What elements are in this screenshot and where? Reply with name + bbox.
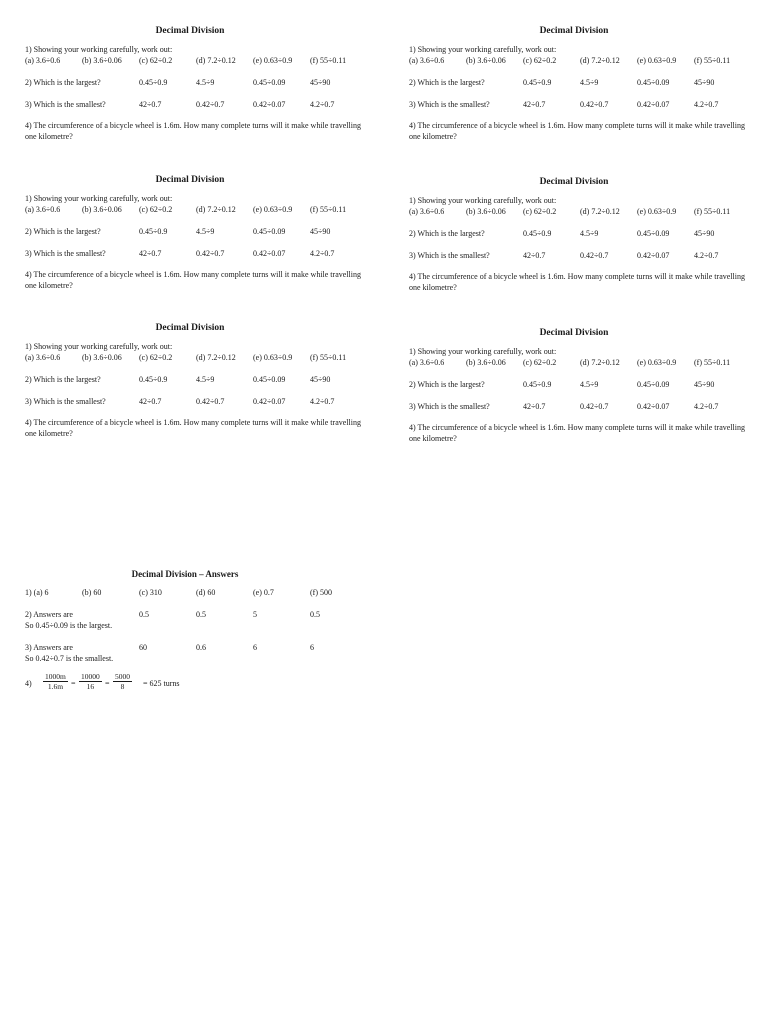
q3-option: 4.2÷0.7: [310, 249, 335, 258]
q1-part: (f) 55÷0.11: [694, 56, 731, 65]
q2-label: 2) Which is the largest?: [409, 380, 485, 389]
q2-option: 45÷90: [310, 78, 331, 87]
q3-option: 0.42÷0.7: [580, 402, 609, 411]
answers-q4-result: = 625 turns: [143, 679, 180, 688]
q1-part: (c) 62÷0.2: [523, 56, 557, 65]
q1-part: (f) 55÷0.11: [310, 205, 347, 214]
q3-option: 0.42÷0.7: [196, 397, 225, 406]
q1-intro: 1) Showing your working carefully, work out:: [409, 347, 557, 356]
answer-q1: (f) 500: [310, 588, 332, 597]
answer-q2-value: 0.5: [196, 610, 206, 619]
q1-part: (d) 7.2÷0.12: [580, 207, 620, 216]
answer-q3-value: 6: [310, 643, 314, 652]
q3-label: 3) Which is the smallest?: [25, 100, 106, 109]
q3-option: 0.42÷0.07: [253, 397, 286, 406]
q1-part: (b) 3.6÷0.06: [82, 353, 122, 362]
q1-part: (c) 62÷0.2: [139, 353, 173, 362]
q2-label: 2) Which is the largest?: [25, 78, 101, 87]
worksheet: [409, 328, 749, 444]
worksheet: [409, 26, 749, 142]
q1-part: (a) 3.6÷0.6: [25, 205, 61, 214]
q3-option: 0.42÷0.7: [580, 100, 609, 109]
q1-part: (d) 7.2÷0.12: [580, 56, 620, 65]
q3-label: 3) Which is the smallest?: [409, 251, 490, 260]
q3-option: 4.2÷0.7: [694, 251, 719, 260]
q2-option: 0.45÷0.9: [523, 78, 552, 87]
worksheet: [25, 175, 365, 291]
q2-label: 2) Which is the largest?: [25, 375, 101, 384]
equals-sign: =: [105, 679, 110, 688]
answer-q3-value: 60: [139, 643, 147, 652]
q3-option: 0.42÷0.7: [196, 249, 225, 258]
q3-row: [25, 248, 365, 259]
answer-q3-value: 0.6: [196, 643, 206, 652]
worksheet-title: Decimal Division: [539, 177, 609, 187]
q3-row: [409, 250, 749, 261]
q2-row: [409, 77, 749, 88]
q2-label: 2) Which is the largest?: [409, 229, 485, 238]
q1-part: (d) 7.2÷0.12: [196, 56, 236, 65]
q3-option: 42÷0.7: [139, 397, 162, 406]
q2-row: [409, 228, 749, 239]
q4-text: 4) The circumference of a bicycle wheel is 1.6m. How many complete turns will it make while travelling one kilometre?: [25, 270, 361, 290]
q1-part: (d) 7.2÷0.12: [196, 205, 236, 214]
q2-option: 45÷90: [694, 229, 715, 238]
q2-option: 4.5÷9: [196, 375, 215, 384]
q1-part: (c) 62÷0.2: [139, 56, 173, 65]
q2-option: 45÷90: [694, 380, 715, 389]
q3-label: 3) Which is the smallest?: [25, 397, 106, 406]
q2-option: 4.5÷9: [580, 380, 599, 389]
q1-part: (e) 0.63÷0.9: [253, 353, 293, 362]
q1-part: (b) 3.6÷0.06: [466, 56, 506, 65]
q4-text: 4) The circumference of a bicycle wheel is 1.6m. How many complete turns will it make while travelling one kilometre?: [409, 121, 745, 141]
fraction-numerator: 10000: [81, 672, 100, 681]
q3-option: 4.2÷0.7: [310, 397, 335, 406]
q1-part: (b) 3.6÷0.06: [466, 207, 506, 216]
fraction-1: [43, 672, 68, 691]
answer-q2-value: 0.5: [139, 610, 149, 619]
q2-option: 0.45÷0.09: [253, 227, 286, 236]
fraction-denominator: 1.6m: [47, 682, 64, 691]
answers-q1-row: [25, 587, 355, 598]
q3-option: 42÷0.7: [523, 100, 546, 109]
q1-part: (f) 55÷0.11: [310, 56, 347, 65]
answers-title: Decimal Division – Answers: [131, 569, 239, 579]
q1-part: (c) 62÷0.2: [523, 358, 557, 367]
q1-parts-row: [409, 206, 749, 217]
worksheet-title: Decimal Division: [539, 26, 609, 36]
q3-row: [409, 401, 749, 412]
worksheet: [409, 177, 749, 293]
answers-q4-label: 4): [25, 679, 32, 688]
q3-option: 0.42÷0.07: [253, 249, 286, 258]
q2-option: 0.45÷0.09: [637, 78, 670, 87]
q2-label: 2) Which is the largest?: [409, 78, 485, 87]
q3-option: 4.2÷0.7: [694, 100, 719, 109]
equals-sign: =: [71, 679, 76, 688]
q3-option: 0.42÷0.7: [580, 251, 609, 260]
q1-part: (d) 7.2÷0.12: [580, 358, 620, 367]
q1-part: (e) 0.63÷0.9: [637, 207, 677, 216]
fraction-denominator: 8: [120, 682, 125, 691]
q2-row: [409, 379, 749, 390]
q3-option: 42÷0.7: [523, 251, 546, 260]
q1-parts-row: [25, 55, 365, 66]
q2-row: [25, 374, 365, 385]
q2-option: 4.5÷9: [580, 229, 599, 238]
q2-row: [25, 77, 365, 88]
q2-option: 4.5÷9: [580, 78, 599, 87]
worksheet-title: Decimal Division: [539, 328, 609, 338]
q1-parts-row: [25, 204, 365, 215]
answer-q1: (e) 0.7: [253, 588, 274, 597]
q1-part: (f) 55÷0.11: [310, 353, 347, 362]
q2-option: 0.45÷0.9: [523, 380, 552, 389]
q1-part: (a) 3.6÷0.6: [25, 56, 61, 65]
worksheet-title: Decimal Division: [155, 175, 225, 185]
q1-parts-row: [409, 55, 749, 66]
q2-option: 4.5÷9: [196, 78, 215, 87]
q3-option: 4.2÷0.7: [310, 100, 335, 109]
q2-option: 45÷90: [310, 227, 331, 236]
q1-part: (a) 3.6÷0.6: [409, 358, 445, 367]
answer-q3-value: 6: [253, 643, 257, 652]
q3-option: 42÷0.7: [139, 249, 162, 258]
q1-part: (b) 3.6÷0.06: [466, 358, 506, 367]
q2-option: 0.45÷0.9: [139, 375, 168, 384]
q4-text: 4) The circumference of a bicycle wheel is 1.6m. How many complete turns will it make while travelling one kilometre?: [409, 272, 745, 292]
q3-row: [25, 99, 365, 110]
answers-q2-conclusion: So 0.45÷0.09 is the largest.: [25, 621, 113, 630]
q2-option: 45÷90: [310, 375, 331, 384]
worksheet-title: Decimal Division: [155, 323, 225, 333]
q2-option: 0.45÷0.09: [637, 229, 670, 238]
q2-option: 0.45÷0.09: [253, 375, 286, 384]
fraction-2: [79, 672, 102, 691]
q3-option: 0.42÷0.7: [196, 100, 225, 109]
q2-option: 0.45÷0.9: [139, 227, 168, 236]
answers-q3-conclusion: So 0.42÷0.7 is the smallest.: [25, 654, 114, 663]
q3-option: 0.42÷0.07: [637, 251, 670, 260]
answers-q4: [25, 672, 355, 696]
fraction-numerator: 1000m: [45, 672, 66, 681]
q2-option: 0.45÷0.9: [139, 78, 168, 87]
q1-intro: 1) Showing your working carefully, work out:: [25, 342, 173, 351]
q1-part: (a) 3.6÷0.6: [409, 207, 445, 216]
q4-text: 4) The circumference of a bicycle wheel is 1.6m. How many complete turns will it make while travelling one kilometre?: [409, 423, 745, 443]
q3-label: 3) Which is the smallest?: [25, 249, 106, 258]
q1-parts-row: [409, 357, 749, 368]
q1-part: (e) 0.63÷0.9: [253, 56, 293, 65]
q4-text: 4) The circumference of a bicycle wheel is 1.6m. How many complete turns will it make while travelling one kilometre?: [25, 121, 361, 141]
q1-part: (c) 62÷0.2: [139, 205, 173, 214]
fraction-denominator: 16: [86, 682, 95, 691]
worksheet-title: Decimal Division: [155, 26, 225, 36]
q3-option: 0.42÷0.07: [637, 402, 670, 411]
q3-option: 42÷0.7: [139, 100, 162, 109]
answers-q3-label: 3) Answers are: [25, 643, 73, 652]
q2-option: 45÷90: [694, 78, 715, 87]
q2-row: [25, 226, 365, 237]
q3-row: [409, 99, 749, 110]
q3-label: 3) Which is the smallest?: [409, 402, 490, 411]
q1-parts-row: [25, 352, 365, 363]
q2-label: 2) Which is the largest?: [25, 227, 101, 236]
answers-q2-label: 2) Answers are: [25, 610, 73, 619]
q2-option: 0.45÷0.09: [253, 78, 286, 87]
q1-part: (f) 55÷0.11: [694, 358, 731, 367]
fraction-3: [113, 672, 132, 691]
worksheet: [25, 323, 365, 439]
q1-part: (b) 3.6÷0.06: [82, 56, 122, 65]
q1-part: (a) 3.6÷0.6: [25, 353, 61, 362]
q1-part: (a) 3.6÷0.6: [409, 56, 445, 65]
q1-intro: 1) Showing your working carefully, work out:: [25, 45, 173, 54]
q3-option: 0.42÷0.07: [253, 100, 286, 109]
q2-option: 0.45÷0.09: [637, 380, 670, 389]
q1-part: (e) 0.63÷0.9: [637, 358, 677, 367]
answer-sheet: [25, 569, 355, 696]
q3-row: [25, 396, 365, 407]
q1-part: (b) 3.6÷0.06: [82, 205, 122, 214]
q4-text: 4) The circumference of a bicycle wheel is 1.6m. How many complete turns will it make while travelling one kilometre?: [25, 418, 361, 438]
q2-option: 4.5÷9: [196, 227, 215, 236]
answer-q1: (b) 60: [82, 588, 102, 597]
fraction-numerator: 5000: [115, 672, 130, 681]
q1-part: (d) 7.2÷0.12: [196, 353, 236, 362]
answer-q2-value: 5: [253, 610, 257, 619]
answers-q2-row: [25, 609, 355, 620]
answer-q1: 1) (a) 6: [25, 588, 49, 597]
q3-option: 0.42÷0.07: [637, 100, 670, 109]
q1-intro: 1) Showing your working carefully, work out:: [409, 45, 557, 54]
answer-q2-value: 0.5: [310, 610, 320, 619]
worksheet: [25, 26, 365, 142]
answer-q1: (d) 60: [196, 588, 216, 597]
q1-part: (e) 0.63÷0.9: [637, 56, 677, 65]
answer-q1: (c) 310: [139, 588, 162, 597]
q2-option: 0.45÷0.9: [523, 229, 552, 238]
q1-intro: 1) Showing your working carefully, work out:: [409, 196, 557, 205]
q3-label: 3) Which is the smallest?: [409, 100, 490, 109]
q1-part: (c) 62÷0.2: [523, 207, 557, 216]
q3-option: 42÷0.7: [523, 402, 546, 411]
q1-intro: 1) Showing your working carefully, work out:: [25, 194, 173, 203]
q3-option: 4.2÷0.7: [694, 402, 719, 411]
q1-part: (f) 55÷0.11: [694, 207, 731, 216]
q1-part: (e) 0.63÷0.9: [253, 205, 293, 214]
answers-q3-row: [25, 642, 355, 653]
